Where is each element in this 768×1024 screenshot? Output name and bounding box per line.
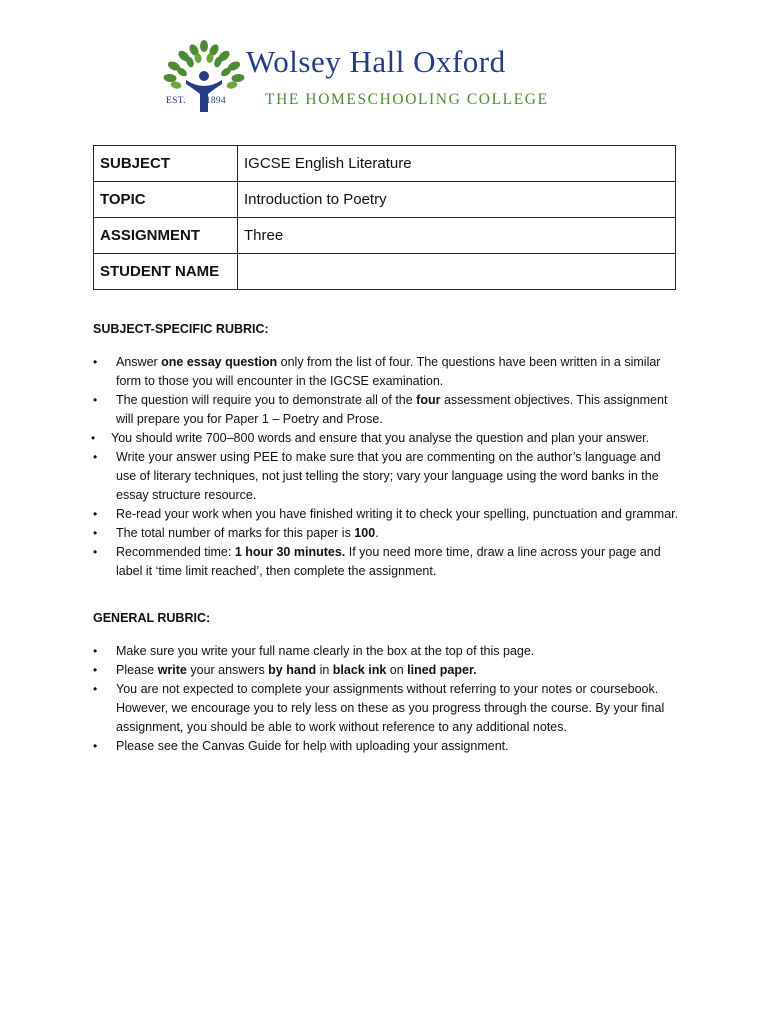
item-emphasis: write xyxy=(157,663,187,677)
student-name-field[interactable] xyxy=(238,254,676,290)
item-emphasis: 1 hour 30 minutes. xyxy=(234,545,346,559)
subject-label: SUBJECT xyxy=(94,146,238,182)
item-text: . xyxy=(375,526,379,540)
topic-label: TOPIC xyxy=(94,182,238,218)
item-emphasis: black ink xyxy=(332,663,387,677)
item-text: your answers xyxy=(186,663,269,677)
topic-value: Introduction to Poetry xyxy=(238,182,676,218)
item-text: Re-read your work when you have finished writing it to check your spelling, punctuation and grammar. xyxy=(116,507,679,521)
list-item xyxy=(93,543,683,581)
table-row xyxy=(94,146,676,182)
item-text: You are not expected to complete your assignments without referring to your notes or coursebook. However, we encourage you to rely less on these as you progress through the course. By your final assignment, you should be able to work without reference to any additional notes. xyxy=(116,682,665,734)
list-item xyxy=(93,448,683,505)
item-emphasis: one essay question xyxy=(161,355,278,369)
logo-est-year: 1894 xyxy=(205,96,226,106)
assignment-label: ASSIGNMENT xyxy=(94,218,238,254)
item-text: If you need more time, draw a line across your page and label it ‘time limit reached’, then complete the assignment. xyxy=(116,545,661,578)
item-emphasis: lined paper. xyxy=(407,663,477,677)
item-text: in xyxy=(316,663,333,677)
item-text: The total number of marks for this paper is xyxy=(116,526,355,540)
list-item xyxy=(93,429,683,448)
logo-established xyxy=(166,96,226,106)
item-emphasis: four xyxy=(416,393,441,407)
item-emphasis: 100 xyxy=(354,526,376,540)
list-item xyxy=(93,680,683,737)
assignment-value: Three xyxy=(238,218,676,254)
college-logo xyxy=(162,40,607,116)
item-text: Write your answer using PEE to make sure that you are commenting on the author’s language and use of literary techniques, not just telling the story; vary your language using the word banks in the essay structure resource. xyxy=(116,450,661,502)
logo-subtitle: THE HOMESCHOOLING COLLEGE xyxy=(265,91,549,108)
list-item xyxy=(93,737,683,756)
item-text: assessment objectives. This assignment will prepare you for Paper 1 – Poetry and Prose. xyxy=(116,393,668,426)
list-item xyxy=(93,642,683,661)
list-item xyxy=(93,524,683,543)
table-row xyxy=(94,218,676,254)
item-text: You should write 700–800 words and ensure that you analyse the question and plan your answer. xyxy=(111,431,650,445)
list-item xyxy=(93,661,683,680)
logo-est-label: EST. xyxy=(166,96,186,106)
general-rubric-list xyxy=(93,642,683,756)
item-text: only from the list of four. The questions have been written in a similar form to those you will encounter in the IGCSE examination. xyxy=(116,355,661,388)
item-text: Please xyxy=(116,663,158,677)
subject-value: IGCSE English Literature xyxy=(238,146,676,182)
table-row xyxy=(94,182,676,218)
subject-rubric-list xyxy=(93,353,683,581)
logo-title: Wolsey Hall Oxford xyxy=(246,44,506,79)
table-row xyxy=(94,254,676,290)
list-item xyxy=(93,391,683,429)
list-item xyxy=(93,353,683,391)
item-text: The question will require you to demonstrate all of the xyxy=(116,393,417,407)
list-item xyxy=(93,505,683,524)
student-name-label: STUDENT NAME xyxy=(94,254,238,290)
item-text: Please see the Canvas Guide for help with uploading your assignment. xyxy=(116,739,509,753)
item-text: Recommended time: xyxy=(116,545,235,559)
assignment-info-table xyxy=(93,145,676,290)
item-emphasis: by hand xyxy=(268,663,317,677)
item-text: on xyxy=(386,663,408,677)
subject-rubric-heading: SUBJECT-SPECIFIC RUBRIC: xyxy=(93,322,269,336)
general-rubric-heading: GENERAL RUBRIC: xyxy=(93,611,211,625)
item-text: Make sure you write your full name clearly in the box at the top of this page. xyxy=(116,644,535,658)
item-text: Answer xyxy=(116,355,162,369)
